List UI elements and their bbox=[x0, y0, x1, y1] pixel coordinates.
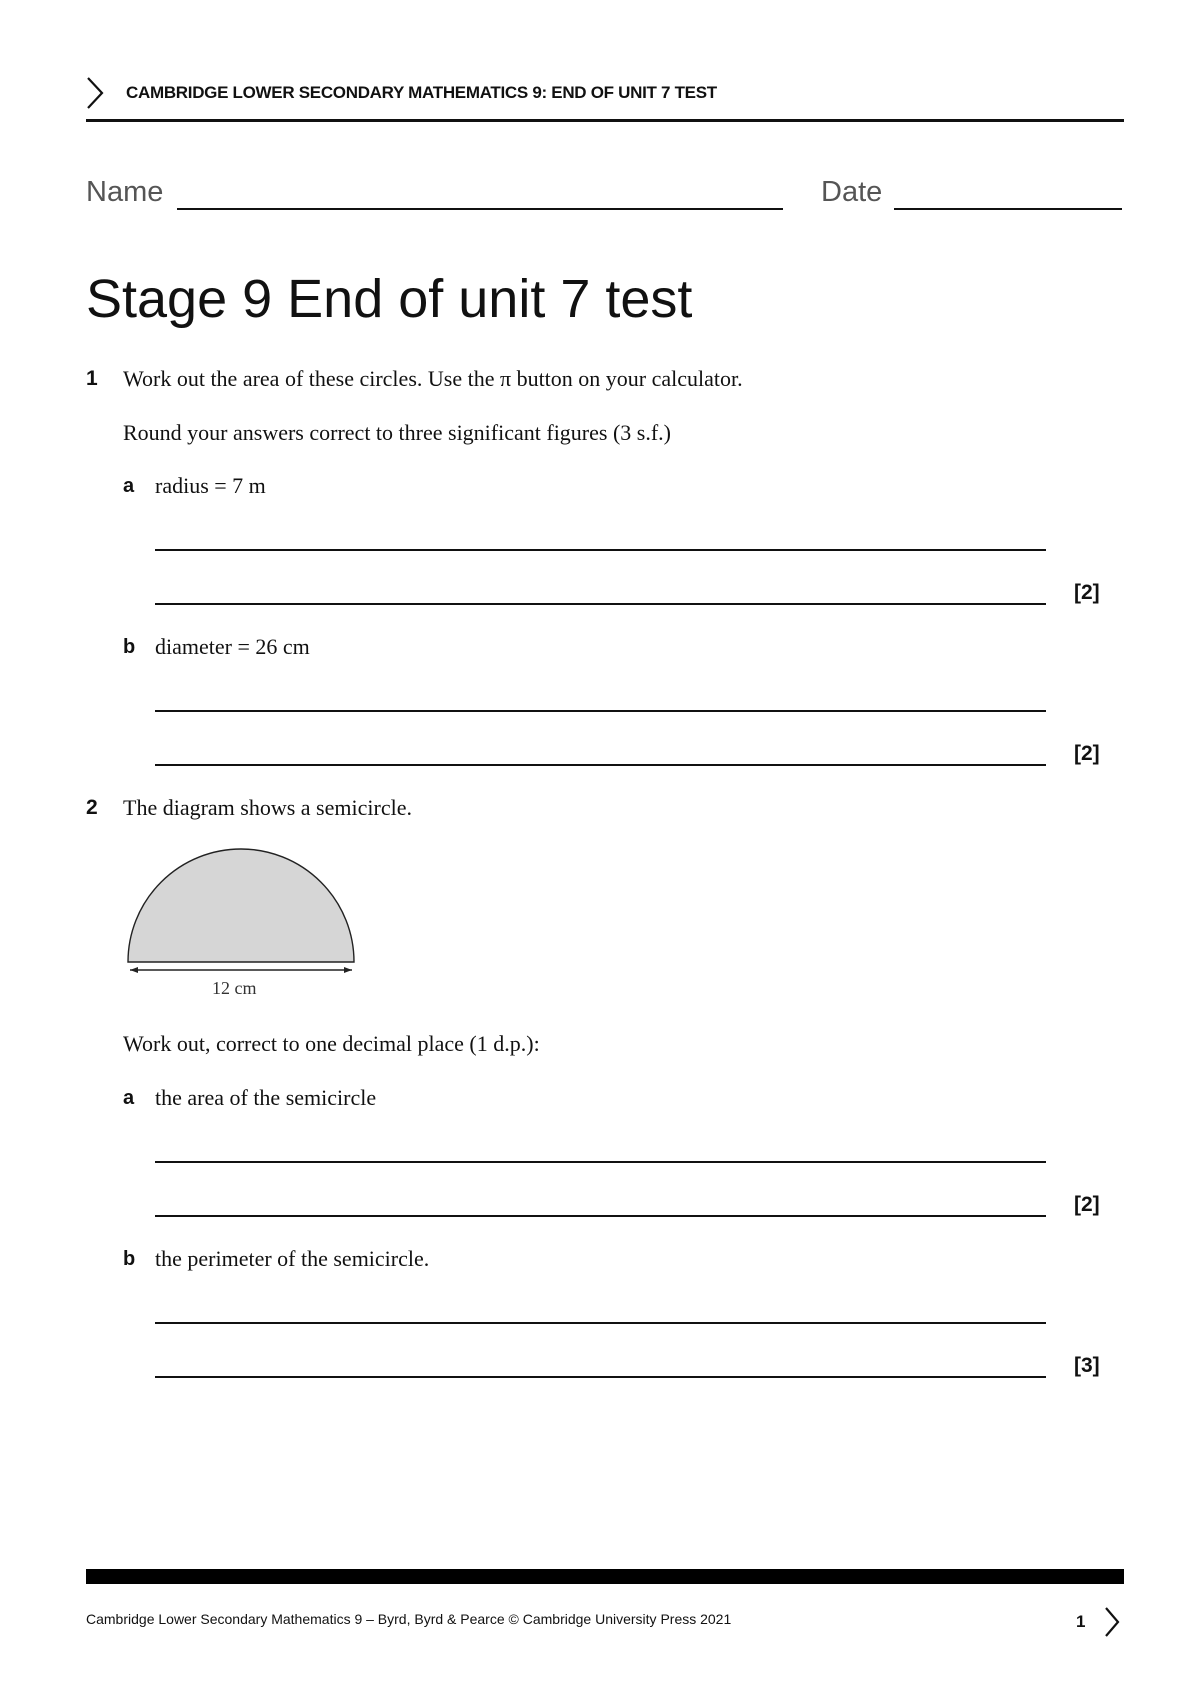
marks-2b: [3] bbox=[1074, 1354, 1100, 1377]
question-1b-text: diameter = 26 cm bbox=[155, 634, 310, 659]
header-title: CAMBRIDGE LOWER SECONDARY MATHEMATICS 9: END OF UNIT 7 TEST bbox=[126, 83, 717, 102]
question-1b-label: b bbox=[123, 636, 136, 658]
question-1a-text: radius = 7 m bbox=[155, 473, 266, 498]
question-2-number: 2 bbox=[86, 796, 98, 819]
marks-1b: [2] bbox=[1074, 742, 1100, 765]
page-number: 1 bbox=[1076, 1612, 1086, 1631]
date-field[interactable] bbox=[894, 208, 1122, 210]
question-2b-label: b bbox=[123, 1248, 136, 1270]
marks-1a: [2] bbox=[1074, 581, 1100, 604]
question-1-text: Work out the area of these circles. Use the π button on your calculator. bbox=[123, 366, 743, 391]
answer-line-1a-2[interactable] bbox=[155, 603, 1046, 605]
diameter-label: 12 cm bbox=[212, 978, 257, 998]
question-2a-text: the area of the semicircle bbox=[155, 1085, 377, 1110]
question-2b-text: the perimeter of the semicircle. bbox=[155, 1246, 430, 1271]
question-2-instruction: Work out, correct to one decimal place (1 d.p.): bbox=[123, 1031, 540, 1056]
semicircle-shape bbox=[128, 849, 354, 962]
marks-2a: [2] bbox=[1074, 1193, 1100, 1216]
footer-text: Cambridge Lower Secondary Mathematics 9 – Byrd, Byrd & Pearce © Cambridge University Press 2021 bbox=[86, 1611, 732, 1627]
answer-line-2b-1[interactable] bbox=[155, 1322, 1046, 1324]
answer-line-1b-1[interactable] bbox=[155, 710, 1046, 712]
date-label: Date bbox=[821, 176, 883, 208]
header-divider bbox=[86, 119, 1124, 122]
name-label: Name bbox=[86, 176, 164, 208]
answer-line-2a-2[interactable] bbox=[155, 1215, 1046, 1217]
footer-bar bbox=[86, 1569, 1124, 1584]
question-1-number: 1 bbox=[86, 367, 98, 390]
question-1-instruction: Round your answers correct to three significant figures (3 s.f.) bbox=[123, 420, 672, 445]
question-2-text: The diagram shows a semicircle. bbox=[123, 795, 412, 820]
answer-line-2b-2[interactable] bbox=[155, 1376, 1046, 1378]
answer-line-1b-2[interactable] bbox=[155, 764, 1046, 766]
name-field[interactable] bbox=[177, 208, 783, 210]
question-1a-label: a bbox=[123, 475, 135, 497]
question-2a-label: a bbox=[123, 1087, 135, 1109]
answer-line-2a-1[interactable] bbox=[155, 1161, 1046, 1163]
answer-line-1a-1[interactable] bbox=[155, 549, 1046, 551]
chevron-right-icon bbox=[84, 76, 106, 110]
chevron-right-icon[interactable] bbox=[1102, 1606, 1122, 1638]
page-title: Stage 9 End of unit 7 test bbox=[86, 269, 693, 329]
